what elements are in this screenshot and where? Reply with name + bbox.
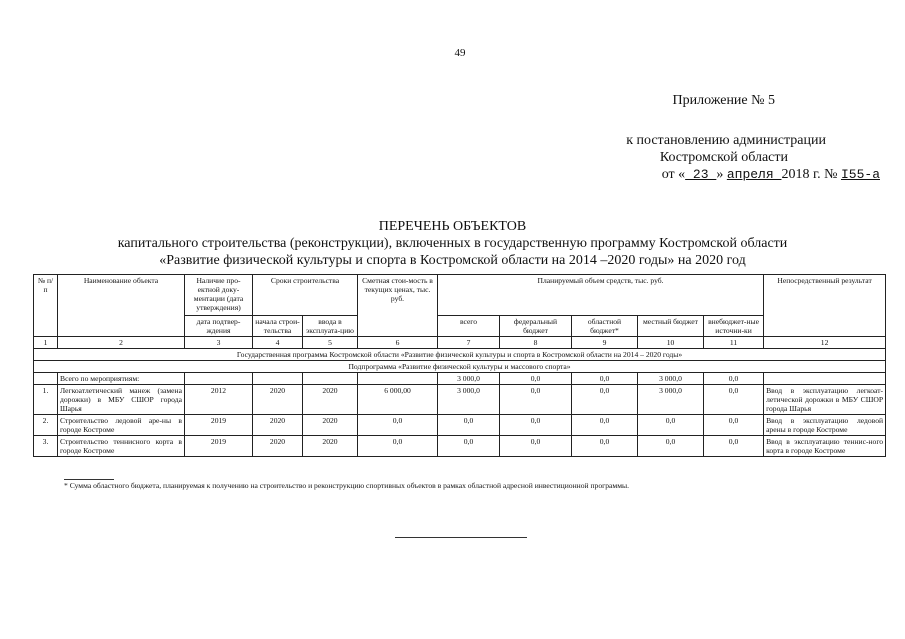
row-extra: 0,0 <box>704 436 764 457</box>
table-cell <box>34 373 58 385</box>
col-number: 9 <box>572 337 638 349</box>
table-row <box>34 415 886 436</box>
decree-quote-close: » <box>716 167 724 182</box>
subprogram-row <box>34 361 886 373</box>
total-row <box>34 373 886 385</box>
row-result: Ввод в эксплуатацию легкоат-летической дорожки в МБУ СШОР города Шарья <box>764 385 886 415</box>
table-row <box>34 436 886 457</box>
row-total: 3 000,0 <box>438 385 500 415</box>
header-extra: внебюджет-ные источни-ки <box>704 316 764 337</box>
row-commission: 2020 <box>303 385 358 415</box>
header-cost: Сметная стои-мость в текущих ценах, тыс. руб. <box>358 275 438 337</box>
row-extra: 0,0 <box>704 385 764 415</box>
row-federal: 0,0 <box>500 415 572 436</box>
col-number: 2 <box>58 337 185 349</box>
row-extra: 0,0 <box>704 415 764 436</box>
row-start: 2020 <box>253 436 303 457</box>
total-local: 3 000,0 <box>638 373 704 385</box>
row-start: 2020 <box>253 415 303 436</box>
row-num: 1. <box>34 385 58 415</box>
column-number-row <box>34 337 886 349</box>
col-number: 6 <box>358 337 438 349</box>
row-start: 2020 <box>253 385 303 415</box>
program-row <box>34 349 886 361</box>
header-row-1 <box>34 275 886 316</box>
col-number: 1 <box>34 337 58 349</box>
col-number: 4 <box>253 337 303 349</box>
decree-line-2: Костромской области <box>659 150 788 165</box>
doc-subtitle-1: капитального строительства (реконструкции), включенных в государственную программу Костромской области <box>117 236 788 251</box>
table-cell <box>303 373 358 385</box>
row-result: Ввод в эксплуатацию теннис-ного корта в городе Костроме <box>764 436 886 457</box>
row-cost: 0,0 <box>358 436 438 457</box>
total-sum: 3 000,0 <box>438 373 500 385</box>
header-total: всего <box>438 316 500 337</box>
col-number: 11 <box>704 337 764 349</box>
end-divider <box>395 537 527 538</box>
decree-day: 23 <box>685 167 717 182</box>
decree-number: I55-а <box>840 167 880 182</box>
row-result: Ввод в эксплуатацию ледовой арены в городе Костроме <box>764 415 886 436</box>
total-extra: 0,0 <box>704 373 764 385</box>
header-regional: областной бюджет* <box>572 316 638 337</box>
col-number: 10 <box>638 337 704 349</box>
row-cost: 6 000,00 <box>358 385 438 415</box>
header-terms: Сроки строительства <box>253 275 358 316</box>
total-label: Всего по мероприятиям: <box>58 373 185 385</box>
decree-date-line <box>540 167 880 183</box>
header-start: начала строи-тельства <box>253 316 303 337</box>
footnote-divider <box>64 479 114 480</box>
decree-month: апреля <box>726 167 782 182</box>
row-local: 3 000,0 <box>638 385 704 415</box>
row-federal: 0,0 <box>500 436 572 457</box>
program-title: Государственная программа Костромской области «Развитие физической культуры и спорта в Костромской области на 2014 – 2020 годы» <box>34 349 886 361</box>
row-name: Строительство ледовой аре-ны в городе Костроме <box>58 415 185 436</box>
row-cost: 0,0 <box>358 415 438 436</box>
header-num: № п/п <box>34 275 58 337</box>
row-federal: 0,0 <box>500 385 572 415</box>
decree-line-1: к постановлению администрации <box>626 133 826 148</box>
table-cell <box>358 373 438 385</box>
col-number: 3 <box>185 337 253 349</box>
header-result: Непосредственный результат <box>764 275 886 337</box>
header-docs-sub: дата подтвер-ждения <box>185 316 253 337</box>
row-regional: 0,0 <box>572 436 638 457</box>
objects-table <box>33 274 886 457</box>
row-commission: 2020 <box>303 415 358 436</box>
header-federal: федеральный бюджет <box>500 316 572 337</box>
row-regional: 0,0 <box>572 415 638 436</box>
row-local: 0,0 <box>638 436 704 457</box>
row-name: Строительство теннисного корта в городе Костроме <box>58 436 185 457</box>
table-cell <box>253 373 303 385</box>
col-number: 12 <box>764 337 886 349</box>
row-name: Легкоатлетический манеж (замена дорожки) в МБУ СШОР города Шарья <box>58 385 185 415</box>
row-commission: 2020 <box>303 436 358 457</box>
header-local: местный бюджет <box>638 316 704 337</box>
col-number: 8 <box>500 337 572 349</box>
col-number: 5 <box>303 337 358 349</box>
header-name: Наименование объекта <box>58 275 185 337</box>
appendix-label: Приложение № 5 <box>672 93 775 108</box>
row-local: 0,0 <box>638 415 704 436</box>
doc-title: ПЕРЕЧЕНЬ ОБЪЕКТОВ <box>378 219 527 234</box>
total-regional: 0,0 <box>572 373 638 385</box>
row-total: 0,0 <box>438 415 500 436</box>
decree-prefix: от « <box>661 167 686 182</box>
row-docs: 2012 <box>185 385 253 415</box>
header-funds: Планируемый объем средств, тыс. руб. <box>438 275 764 316</box>
row-docs: 2019 <box>185 436 253 457</box>
page-number: 49 <box>454 47 466 59</box>
table-cell <box>185 373 253 385</box>
row-docs: 2019 <box>185 415 253 436</box>
col-number: 7 <box>438 337 500 349</box>
row-regional: 0,0 <box>572 385 638 415</box>
row-total: 0,0 <box>438 436 500 457</box>
total-federal: 0,0 <box>500 373 572 385</box>
decree-year: 2018 г. № <box>781 167 838 182</box>
subprogram-title: Подпрограмма «Развитие физической культуры и массового спорта» <box>34 361 886 373</box>
table-row <box>34 385 886 415</box>
header-docs: Наличие про-ектной доку-ментации (дата утверждения) <box>185 275 253 316</box>
footnote-text: * Сумма областного бюджета, планируемая к получению на строительство и реконструкцию спортивных объектов в рамках областной адресной инвестиционной программы. <box>64 481 630 490</box>
table-cell <box>764 373 886 385</box>
row-num: 2. <box>34 415 58 436</box>
doc-subtitle-2: «Развитие физической культуры и спорта в Костромской области на 2014 –2020 годы» на 2020 год <box>159 253 746 268</box>
row-num: 3. <box>34 436 58 457</box>
header-commission: ввода в эксплуата-цию <box>303 316 358 337</box>
